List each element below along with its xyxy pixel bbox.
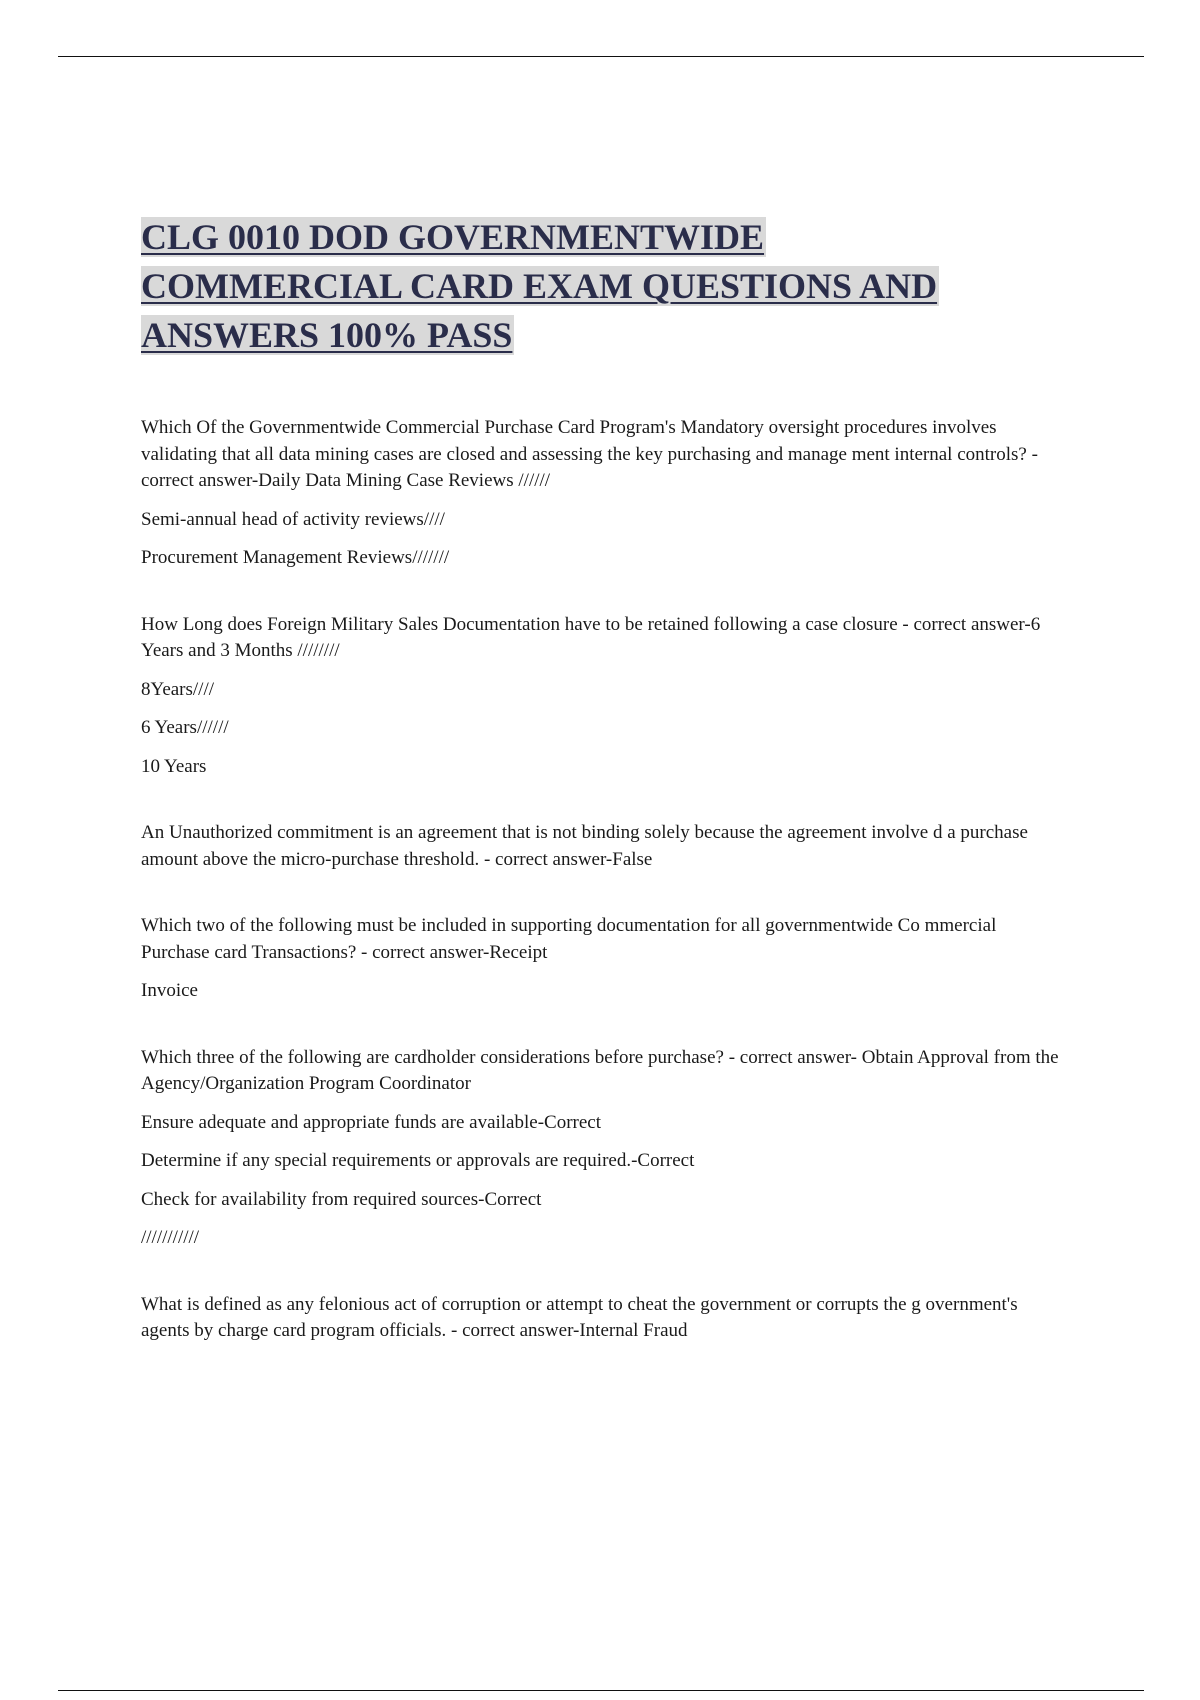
question-paragraph: Which three of the following are cardholder considerations before purchase? - correct answer- Obtain Approval from the Agency/Organization Program Coordinator <box>141 1046 1059 1094</box>
answer-option: Check for availability from required sources-Correct <box>141 1188 542 1210</box>
question-paragraph: Which two of the following must be included in supporting documentation for all governmentwide Co mmercial Purchase card Transactions? - correct answer-Receipt <box>141 915 997 963</box>
document-title <box>141 213 1041 360</box>
answer-option: Semi-annual head of activity reviews//// <box>141 508 445 530</box>
answer-option: 6 Years////// <box>141 717 229 738</box>
question-paragraph: How Long does Foreign Military Sales Documentation have to be retained following a case closure - correct answer-6 Years and 3 Months //////// <box>141 613 1041 661</box>
qa-block <box>141 612 1061 781</box>
qa-block <box>141 820 1061 873</box>
answer-option: 10 Years <box>141 755 207 777</box>
answer-option: Ensure adequate and appropriate funds are available-Correct <box>141 1111 601 1133</box>
answer-option: Invoice <box>141 980 198 1001</box>
answer-option: 8Years//// <box>141 678 215 700</box>
question-paragraph: Which Of the Governmentwide Commercial Purchase Card Program's Mandatory oversight procedures involves validating that all data mining cases are closed and assessing the key purchasing and manage ment internal controls? - correct answer-Daily Data Mining Case Reviews ////// <box>141 417 1038 491</box>
answer-option: Determine if any special requirements or approvals are required.-Correct <box>141 1150 695 1171</box>
answer-option: /////////// <box>141 1227 200 1248</box>
title-line: COMMERCIAL CARD EXAM QUESTIONS AND <box>141 266 938 306</box>
question-paragraph: An Unauthorized commitment is an agreement that is not binding solely because the agreement involve d a purchase amount above the micro-purchase threshold. - correct answer-False <box>141 822 1028 870</box>
qa-block <box>141 1045 1061 1252</box>
footer-rule <box>58 1690 1144 1691</box>
question-paragraph: What is defined as any felonious act of corruption or attempt to cheat the government or corrupts the g overnment's agents by charge card program officials. - correct answer-Internal Fraud <box>141 1293 1018 1341</box>
qa-block <box>141 913 1061 1005</box>
title-line: ANSWERS 100% PASS <box>141 315 513 355</box>
qa-block <box>141 1292 1061 1345</box>
qa-block <box>141 415 1061 572</box>
answer-option: Procurement Management Reviews/////// <box>141 547 450 568</box>
title-line: CLG 0010 DOD GOVERNMENTWIDE <box>141 217 765 257</box>
header-rule <box>58 56 1144 57</box>
document-body <box>141 415 1061 1345</box>
